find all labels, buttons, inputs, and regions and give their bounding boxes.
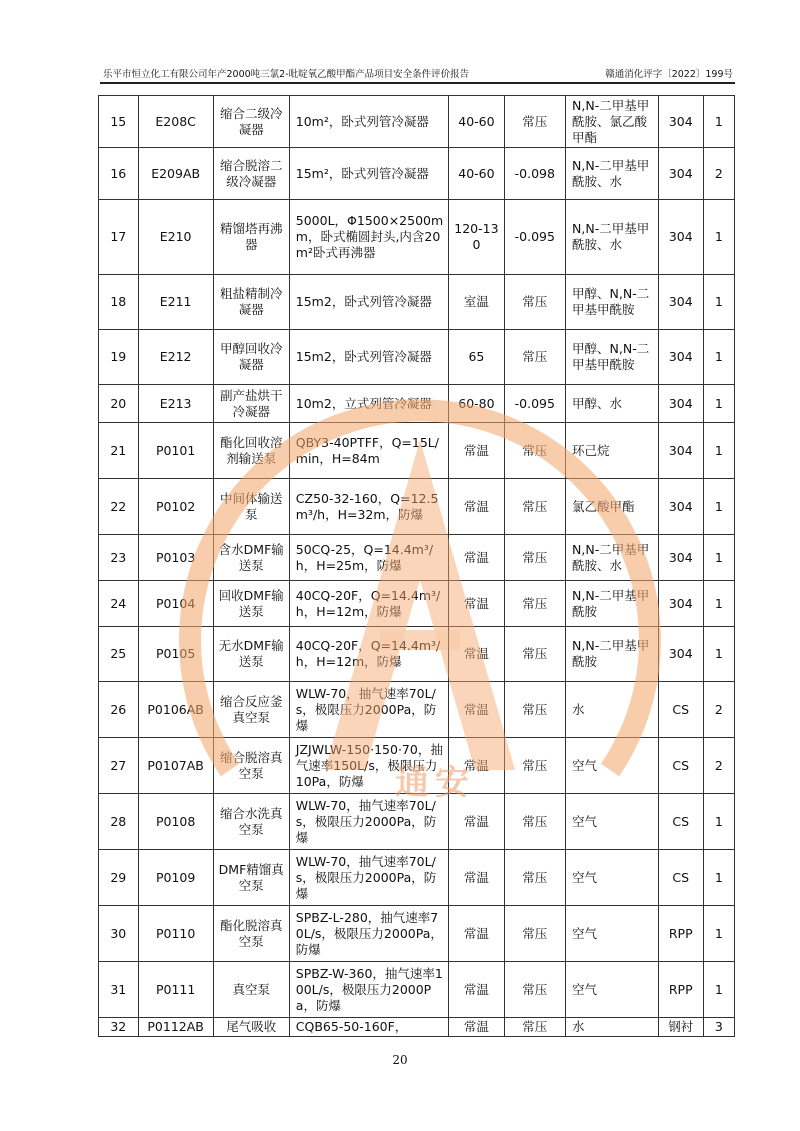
quantity-cell: 2: [703, 682, 734, 738]
specification-cell: CQB65-50-160F，: [289, 1018, 449, 1037]
specification-cell: WLW-70，抽气速率70L/s，极限压力2000Pa，防爆: [289, 850, 449, 906]
equipment-name-cell: 缩合反应釜真空泵: [213, 682, 289, 738]
row-number-cell: 22: [99, 479, 139, 535]
operating-pressure-cell: 常压: [504, 906, 566, 962]
medium-cell: 水: [566, 682, 659, 738]
equipment-name-cell: 酯化回收溶剂输送泵: [213, 423, 289, 479]
medium-cell: N,N-二甲基甲酰胺、水: [566, 148, 659, 200]
table-row: [99, 423, 735, 479]
row-number-cell: 16: [99, 148, 139, 200]
specification-cell: CZ50-32-160，Q=12.5m³/h，H=32m，防爆: [289, 479, 449, 535]
row-number-cell: 23: [99, 535, 139, 581]
equipment-name-cell: 缩合脱溶真空泵: [213, 738, 289, 794]
page-header: [100, 66, 735, 84]
quantity-cell: 3: [703, 1018, 734, 1037]
operating-pressure-cell: 常压: [504, 535, 566, 581]
equipment-name-cell: 回收DMF输送泵: [213, 581, 289, 627]
equipment-name-cell: 无水DMF输送泵: [213, 627, 289, 682]
material-cell: 304: [658, 385, 703, 423]
table-row: [99, 850, 735, 906]
operating-temperature-cell: 常温: [449, 479, 504, 535]
operating-temperature-cell: 常温: [449, 1018, 504, 1037]
specification-cell: SPBZ-W-360，抽气速率100L/s，极限压力2000Pa，防爆: [289, 962, 449, 1018]
equipment-code-cell: P0105: [138, 627, 213, 682]
material-cell: 304: [658, 627, 703, 682]
equipment-code-cell: P0103: [138, 535, 213, 581]
quantity-cell: 1: [703, 479, 734, 535]
operating-temperature-cell: 60-80: [449, 385, 504, 423]
table-row: [99, 535, 735, 581]
medium-cell: 环己烷: [566, 423, 659, 479]
header-report-number: 赣通消化评字〔2022〕199号: [605, 69, 733, 80]
quantity-cell: 1: [703, 906, 734, 962]
row-number-cell: 26: [99, 682, 139, 738]
operating-temperature-cell: 常温: [449, 627, 504, 682]
row-number-cell: 19: [99, 330, 139, 385]
table-row: [99, 962, 735, 1018]
specification-cell: 40CQ-20F，Q=14.4m³/h，H=12m，防爆: [289, 581, 449, 627]
operating-temperature-cell: 40-60: [449, 148, 504, 200]
operating-pressure-cell: 常压: [504, 581, 566, 627]
quantity-cell: 2: [703, 738, 734, 794]
operating-temperature-cell: 65: [449, 330, 504, 385]
row-number-cell: 28: [99, 794, 139, 850]
material-cell: 304: [658, 423, 703, 479]
medium-cell: 水: [566, 1018, 659, 1037]
operating-pressure-cell: 常压: [504, 423, 566, 479]
table-row: [99, 682, 735, 738]
operating-pressure-cell: -0.098: [504, 148, 566, 200]
material-cell: 304: [658, 479, 703, 535]
row-number-cell: 17: [99, 200, 139, 275]
equipment-code-cell: E209AB: [138, 148, 213, 200]
specification-cell: 10m²，卧式列管冷凝器: [289, 96, 449, 148]
operating-temperature-cell: 常温: [449, 682, 504, 738]
quantity-cell: 1: [703, 581, 734, 627]
material-cell: CS: [658, 850, 703, 906]
equipment-name-cell: 真空泵: [213, 962, 289, 1018]
row-number-cell: 21: [99, 423, 139, 479]
equipment-code-cell: P0108: [138, 794, 213, 850]
operating-temperature-cell: 常温: [449, 906, 504, 962]
specification-cell: WLW-70，抽气速率70L/s，极限压力2000Pa，防爆: [289, 682, 449, 738]
table-row: [99, 275, 735, 330]
quantity-cell: 1: [703, 850, 734, 906]
table-row: [99, 479, 735, 535]
medium-cell: 空气: [566, 850, 659, 906]
quantity-cell: 1: [703, 794, 734, 850]
equipment-name-cell: DMF精馏真空泵: [213, 850, 289, 906]
table-row: [99, 1018, 735, 1037]
header-report-title: 乐平市恒立化工有限公司年产2000吨三氯2-吡啶氧乙酸甲酯产品项目安全条件评价报告: [103, 69, 470, 80]
equipment-table: [98, 95, 735, 1037]
quantity-cell: 1: [703, 423, 734, 479]
equipment-code-cell: P0111: [138, 962, 213, 1018]
specification-cell: 10m2，立式列管冷凝器: [289, 385, 449, 423]
table-row: [99, 148, 735, 200]
operating-temperature-cell: 常温: [449, 581, 504, 627]
equipment-name-cell: 副产盐烘干冷凝器: [213, 385, 289, 423]
material-cell: 钢衬: [658, 1018, 703, 1037]
material-cell: 304: [658, 535, 703, 581]
specification-cell: 15m2，卧式列管冷凝器: [289, 330, 449, 385]
operating-pressure-cell: 常压: [504, 96, 566, 148]
equipment-code-cell: P0102: [138, 479, 213, 535]
medium-cell: 空气: [566, 962, 659, 1018]
table-row: [99, 581, 735, 627]
medium-cell: 空气: [566, 906, 659, 962]
equipment-code-cell: P0104: [138, 581, 213, 627]
equipment-code-cell: P0110: [138, 906, 213, 962]
operating-pressure-cell: 常压: [504, 275, 566, 330]
specification-cell: 15m²，卧式列管冷凝器: [289, 148, 449, 200]
medium-cell: N,N-二甲基甲酰胺、水: [566, 535, 659, 581]
quantity-cell: 2: [703, 148, 734, 200]
specification-cell: QBY3-40PTFF，Q=15L/min，H=84m: [289, 423, 449, 479]
operating-temperature-cell: 常温: [449, 962, 504, 1018]
medium-cell: 甲醇、水: [566, 385, 659, 423]
specification-cell: SPBZ-L-280，抽气速率70L/s，极限压力2000Pa，防爆: [289, 906, 449, 962]
operating-pressure-cell: 常压: [504, 479, 566, 535]
material-cell: CS: [658, 794, 703, 850]
specification-cell: 40CQ-20F，Q=14.4m³/h，H=12m，防爆: [289, 627, 449, 682]
equipment-name-cell: 精馏塔再沸器: [213, 200, 289, 275]
material-cell: 304: [658, 200, 703, 275]
material-cell: RPP: [658, 962, 703, 1018]
row-number-cell: 20: [99, 385, 139, 423]
equipment-code-cell: P0101: [138, 423, 213, 479]
row-number-cell: 29: [99, 850, 139, 906]
specification-cell: 15m2，卧式列管冷凝器: [289, 275, 449, 330]
row-number-cell: 18: [99, 275, 139, 330]
equipment-name-cell: 缩合水洗真空泵: [213, 794, 289, 850]
page-number: 20: [392, 1053, 408, 1067]
material-cell: CS: [658, 738, 703, 794]
operating-temperature-cell: 120-130: [449, 200, 504, 275]
operating-pressure-cell: -0.095: [504, 385, 566, 423]
material-cell: 304: [658, 275, 703, 330]
operating-pressure-cell: 常压: [504, 1018, 566, 1037]
equipment-name-cell: 中间体输送泵: [213, 479, 289, 535]
operating-temperature-cell: 常温: [449, 423, 504, 479]
equipment-code-cell: P0112AB: [138, 1018, 213, 1037]
quantity-cell: 1: [703, 535, 734, 581]
operating-temperature-cell: 常温: [449, 794, 504, 850]
operating-pressure-cell: 常压: [504, 794, 566, 850]
operating-temperature-cell: 室温: [449, 275, 504, 330]
row-number-cell: 27: [99, 738, 139, 794]
quantity-cell: 1: [703, 275, 734, 330]
material-cell: 304: [658, 148, 703, 200]
row-number-cell: 31: [99, 962, 139, 1018]
operating-pressure-cell: 常压: [504, 682, 566, 738]
material-cell: 304: [658, 96, 703, 148]
specification-cell: WLW-70，抽气速率70L/s，极限压力2000Pa，防爆: [289, 794, 449, 850]
medium-cell: 空气: [566, 738, 659, 794]
operating-pressure-cell: 常压: [504, 962, 566, 1018]
equipment-code-cell: E212: [138, 330, 213, 385]
row-number-cell: 15: [99, 96, 139, 148]
medium-cell: 氯乙酸甲酯: [566, 479, 659, 535]
operating-pressure-cell: -0.095: [504, 200, 566, 275]
material-cell: CS: [658, 682, 703, 738]
row-number-cell: 32: [99, 1018, 139, 1037]
equipment-name-cell: 粗盐精制冷凝器: [213, 275, 289, 330]
table-row: [99, 200, 735, 275]
equipment-code-cell: E213: [138, 385, 213, 423]
medium-cell: N,N-二甲基甲酰胺、氯乙酸甲酯: [566, 96, 659, 148]
quantity-cell: 1: [703, 627, 734, 682]
material-cell: RPP: [658, 906, 703, 962]
row-number-cell: 30: [99, 906, 139, 962]
medium-cell: 甲醇、N,N-二甲基甲酰胺: [566, 275, 659, 330]
specification-cell: JZJWLW-150·150·70，抽气速率150L/s，极限压力10Pa，防爆: [289, 738, 449, 794]
row-number-cell: 25: [99, 627, 139, 682]
operating-pressure-cell: 常压: [504, 850, 566, 906]
operating-temperature-cell: 常温: [449, 535, 504, 581]
operating-pressure-cell: 常压: [504, 738, 566, 794]
quantity-cell: 1: [703, 96, 734, 148]
equipment-name-cell: 甲醇回收冷凝器: [213, 330, 289, 385]
equipment-code-cell: E208C: [138, 96, 213, 148]
specification-cell: 50CQ-25，Q=14.4m³/h，H=25m，防爆: [289, 535, 449, 581]
specification-cell: 5000L，Φ1500×2500mm，卧式椭圆封头,内含20m²卧式再沸器: [289, 200, 449, 275]
table-row: [99, 96, 735, 148]
quantity-cell: 1: [703, 330, 734, 385]
equipment-name-cell: 含水DMF输送泵: [213, 535, 289, 581]
table-row: [99, 627, 735, 682]
operating-temperature-cell: 常温: [449, 738, 504, 794]
medium-cell: N,N-二甲基甲酰胺: [566, 627, 659, 682]
medium-cell: N,N-二甲基甲酰胺、水: [566, 200, 659, 275]
table-row: [99, 385, 735, 423]
equipment-name-cell: 缩合二级冷凝器: [213, 96, 289, 148]
watermark-text: 通安: [395, 763, 475, 803]
operating-temperature-cell: 40-60: [449, 96, 504, 148]
quantity-cell: 1: [703, 962, 734, 1018]
equipment-name-cell: 酯化脱溶真空泵: [213, 906, 289, 962]
equipment-code-cell: E211: [138, 275, 213, 330]
equipment-name-cell: 尾气吸收: [213, 1018, 289, 1037]
equipment-code-cell: P0109: [138, 850, 213, 906]
equipment-code-cell: E210: [138, 200, 213, 275]
medium-cell: 空气: [566, 794, 659, 850]
material-cell: 304: [658, 330, 703, 385]
equipment-name-cell: 缩合脱溶二级冷凝器: [213, 148, 289, 200]
table-row: [99, 906, 735, 962]
operating-pressure-cell: 常压: [504, 627, 566, 682]
operating-pressure-cell: 常压: [504, 330, 566, 385]
row-number-cell: 24: [99, 581, 139, 627]
table-row: [99, 330, 735, 385]
equipment-code-cell: P0106AB: [138, 682, 213, 738]
equipment-code-cell: P0107AB: [138, 738, 213, 794]
material-cell: 304: [658, 581, 703, 627]
quantity-cell: 1: [703, 200, 734, 275]
medium-cell: N,N-二甲基甲酰胺: [566, 581, 659, 627]
operating-temperature-cell: 常温: [449, 850, 504, 906]
medium-cell: 甲醇、N,N-二甲基甲酰胺: [566, 330, 659, 385]
quantity-cell: 1: [703, 385, 734, 423]
